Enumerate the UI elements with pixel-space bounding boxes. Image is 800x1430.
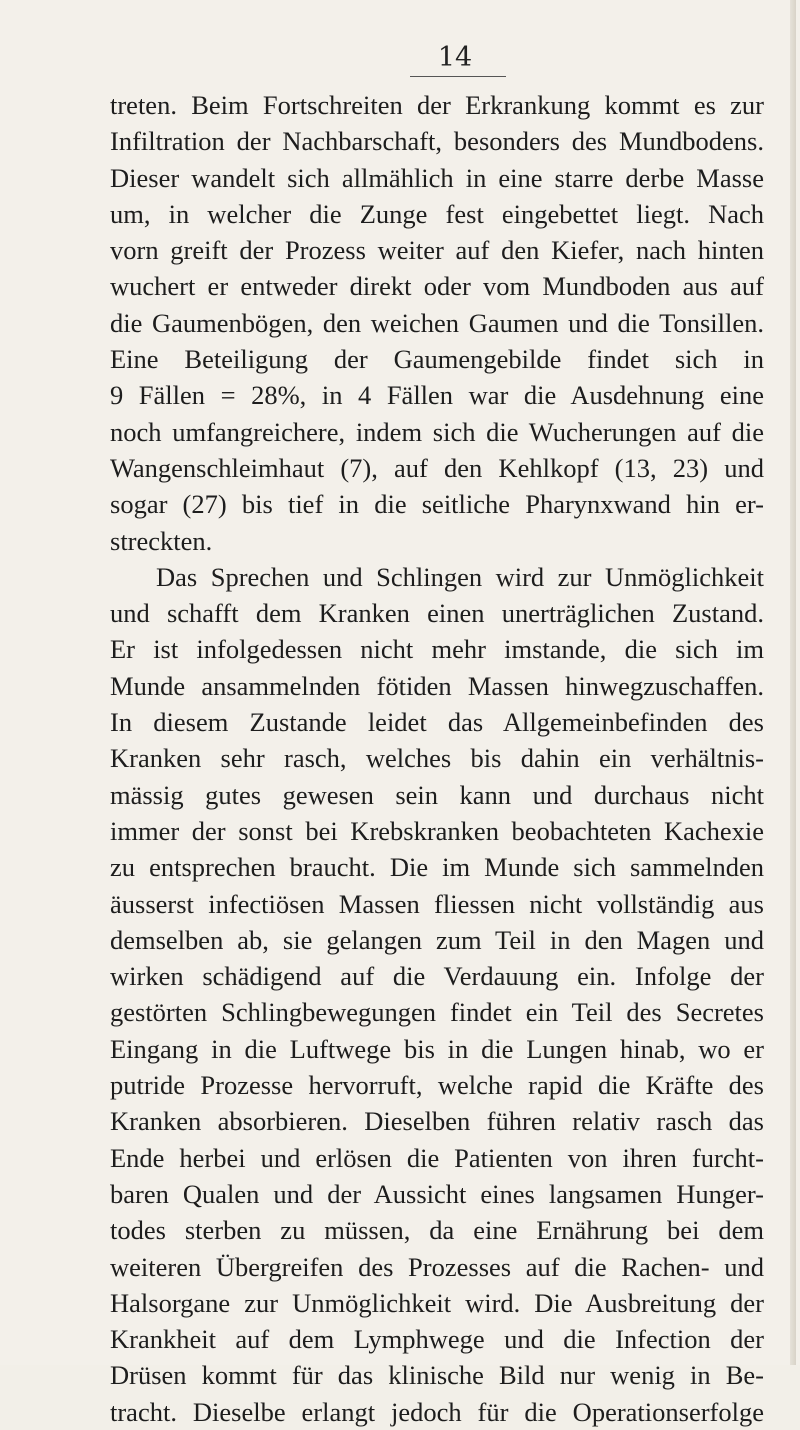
text-line: In diesem Zustande leidet das Allgemeinbefinden des: [110, 707, 764, 738]
text-line: noch umfangreichere, indem sich die Wucherungen auf die: [110, 416, 764, 447]
body-text: [110, 87, 764, 1430]
text-line: tracht. Dieselbe erlangt jedoch für die Operationserfolge: [110, 1396, 764, 1427]
text-line: streckten.: [110, 525, 213, 556]
text-line: Er ist infolgedessen nicht mehr imstande, die sich im: [110, 634, 764, 665]
page-edge: [790, 0, 796, 1365]
text-line: Ende herbei und erlösen die Patienten von ihren furcht-: [110, 1142, 764, 1173]
text-line: um, in welcher die Zunge fest eingebettet liegt. Nach: [110, 198, 764, 229]
text-line: Das Sprechen und Schlingen wird zur Unmöglichkeit: [156, 561, 764, 592]
text-line: Kranken absorbieren. Dieselben führen relativ rasch das: [110, 1106, 764, 1137]
text-line: demselben ab, sie gelangen zum Teil in den Magen und: [110, 924, 764, 955]
text-line: Dieser wandelt sich allmählich in eine starre derbe Masse: [110, 162, 764, 193]
text-line: äusserst infectiösen Massen fliessen nicht vollständig aus: [110, 888, 764, 919]
text-line: weiteren Übergreifen des Prozesses auf die Rachen- und: [110, 1251, 764, 1282]
text-line: Eine Beteiligung der Gaumengebilde findet sich in: [110, 344, 764, 375]
text-line: zu entsprechen braucht. Die im Munde sich sammelnden: [110, 852, 764, 883]
text-line: Halsorgane zur Unmöglichkeit wird. Die Ausbreitung der: [110, 1287, 764, 1318]
text-line: putride Prozesse hervorruft, welche rapid die Kräfte des: [110, 1070, 764, 1101]
text-line: Munde ansammelnden fötiden Massen hinwegzuschaffen.: [110, 670, 764, 701]
text-line: gestörten Schlingbewegungen findet ein Teil des Secretes: [110, 997, 764, 1028]
page-number: 14: [437, 42, 473, 73]
text-line: baren Qualen und der Aussicht eines langsamen Hunger-: [110, 1178, 764, 1209]
text-line: Krankheit auf dem Lymphwege und die Infection der: [110, 1324, 764, 1355]
text-line: immer der sonst bei Krebskranken beobachteten Kachexie: [110, 815, 764, 846]
text-line: Eingang in die Luftwege bis in die Lungen hinab, wo er: [110, 1033, 764, 1064]
text-line: Infiltration der Nachbarschaft, besonders des Mundbodens.: [110, 126, 764, 157]
text-line: 9 Fällen = 28%, in 4 Fällen war die Ausdehnung eine: [110, 380, 764, 411]
text-line: treten. Beim Fortschreiten der Erkrankung kommt es zur: [110, 90, 764, 120]
text-line: und schafft dem Kranken einen unerträglichen Zustand.: [110, 598, 764, 629]
text-line: todes sterben zu müssen, da eine Ernährung bei dem: [110, 1215, 764, 1246]
text-line: Kranken sehr rasch, welches bis dahin ein verhältnis-: [110, 743, 764, 774]
text-line: wuchert er entweder direkt oder vom Mundboden aus auf: [110, 271, 764, 302]
text-line: wirken schädigend auf die Verdauung ein. Infolge der: [110, 961, 764, 992]
text-line: mässig gutes gewesen sein kann und durchaus nicht: [110, 779, 764, 810]
header-rule: [410, 76, 506, 77]
text-line: Drüsen kommt für das klinische Bild nur wenig in Be-: [110, 1360, 764, 1391]
text-line: sogar (27) bis tief in die seitliche Pharynxwand hin er-: [110, 489, 764, 520]
text-line: die Gaumenbögen, den weichen Gaumen und die Tonsillen.: [110, 307, 764, 338]
text-line: vorn greift der Prozess weiter auf den Kiefer, nach hinten: [110, 235, 764, 266]
text-line: Wangenschleimhaut (7), auf den Kehlkopf (13, 23) und: [110, 452, 764, 483]
